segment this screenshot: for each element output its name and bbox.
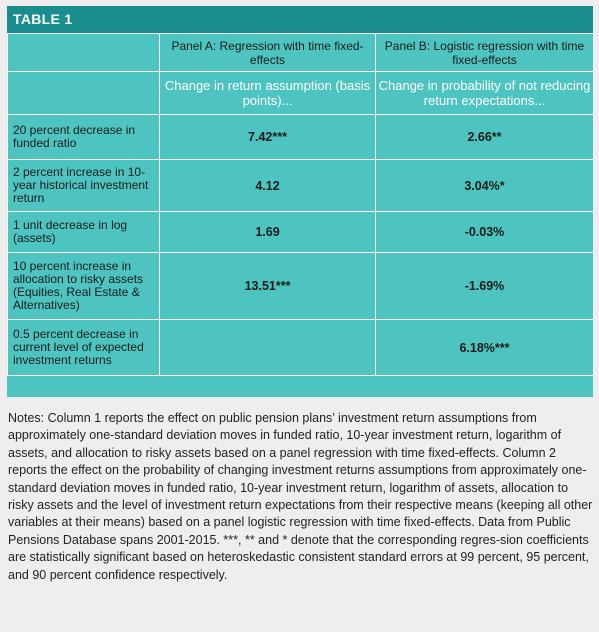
panel-a-value: 13.51*** xyxy=(160,253,376,320)
table-title: TABLE 1 xyxy=(7,6,593,33)
corner-cell-2 xyxy=(8,72,160,115)
corner-cell xyxy=(8,34,160,72)
panel-b-value: 6.18%*** xyxy=(376,320,594,376)
table-row xyxy=(8,160,594,212)
row-label: 1 unit decrease in log (assets) xyxy=(8,212,160,253)
panel-a-value: 7.42*** xyxy=(160,115,376,160)
regression-table xyxy=(7,33,593,397)
row-label: 2 percent increase in 10-year historical investment return xyxy=(8,160,160,212)
panel-b-value: 2.66** xyxy=(376,115,594,160)
panel-a-heading: Panel A: Regression with time fixed-effects xyxy=(160,34,376,72)
panel-b-heading: Panel B: Logistic regression with time fixed-effects xyxy=(376,34,594,72)
panel-a-value: 4.12 xyxy=(160,160,376,212)
panel-a-subheading: Change in return assumption (basis points)... xyxy=(160,72,376,115)
header-row xyxy=(8,34,594,72)
table-row xyxy=(8,212,594,253)
panel-a-value: 1.69 xyxy=(160,212,376,253)
table-notes: Notes: Column 1 reports the effect on public pension plans’ investment return assumptions from approximately one-standard deviation moves in funded ratio, 10-year investment return, logarithm of assets, and allocation to risky assets based on a panel regression with time fixed-effects. Column 2 reports the effect on the probability of changing investment returns assumptions from approximately one-standard deviation moves in funded ratio, 10-year investment return, logarithm of assets, allocation to risky assets and the level of investment return expectations from their respective means (keeping all other variables at their means) based on a panel logistic regression with time fixed-effects. Data from Public Pensions Database spans 2001-2015. ***, ** and * denote that the corresponding regres-sion coefficients are statistically significant based on heteroskedastic consistent standard errors at 99 percent, 95 percent, and 90 percent confidence respectively. xyxy=(8,411,593,582)
table-row xyxy=(8,320,594,376)
subheader-row xyxy=(8,72,594,115)
table-row xyxy=(8,115,594,160)
row-label: 20 percent decrease in funded ratio xyxy=(8,115,160,160)
panel-b-value: -0.03% xyxy=(376,212,594,253)
row-label: 10 percent increase in allocation to risky assets (Equities, Real Estate & Alternatives) xyxy=(8,253,160,320)
panel-a-value xyxy=(160,320,376,376)
results-table xyxy=(7,33,594,376)
panel-b-value: -1.69% xyxy=(376,253,594,320)
panel-b-value: 3.04%* xyxy=(376,160,594,212)
row-label: 0.5 percent decrease in current level of expected investment returns xyxy=(8,320,160,376)
table-row xyxy=(8,253,594,320)
panel-b-subheading: Change in probability of not reducing return expectations... xyxy=(376,72,594,115)
